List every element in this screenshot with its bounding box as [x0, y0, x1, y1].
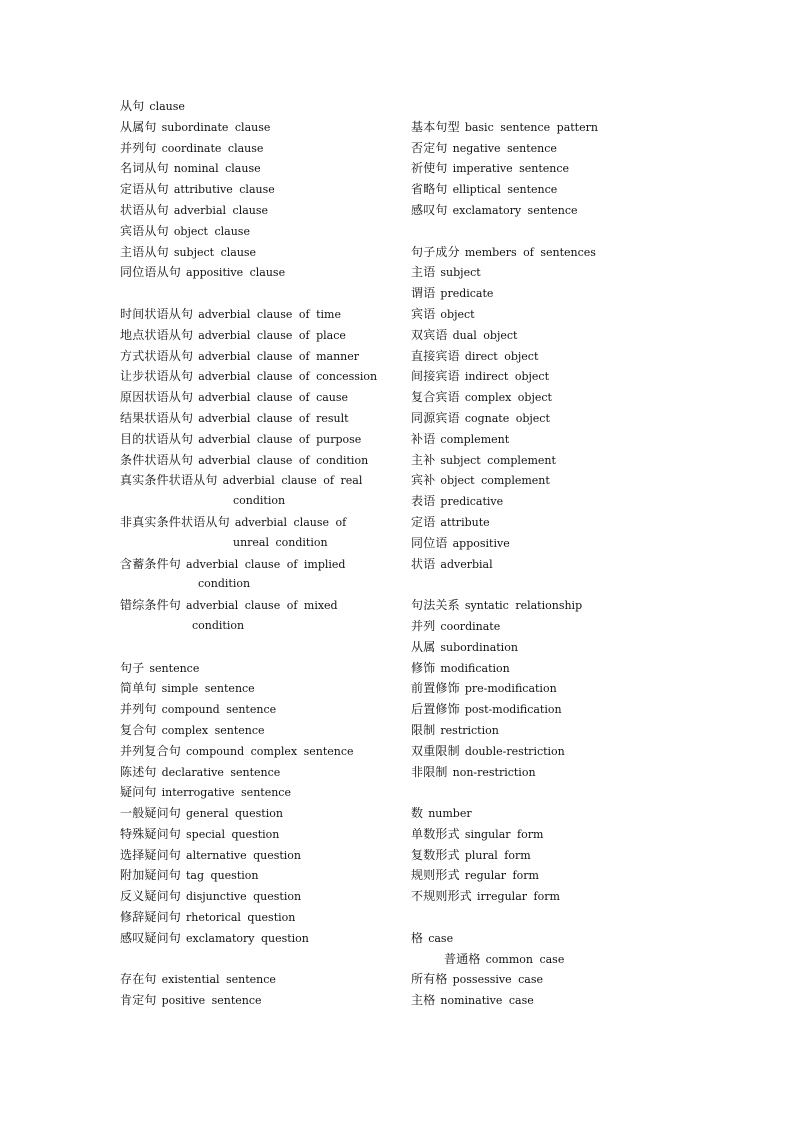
term-english: general question: [186, 807, 283, 821]
term-english: subordinate clause: [161, 120, 271, 134]
term-chinese: 一般疑问句: [120, 806, 182, 821]
term-row: [411, 803, 671, 824]
term-row: [411, 616, 671, 637]
term-row: [120, 200, 390, 221]
term-row: [411, 762, 671, 783]
term-row: [411, 158, 671, 179]
term-english: subject complement: [440, 453, 556, 467]
term-english: complex object: [464, 391, 552, 405]
term-chinese: 名词从句: [120, 161, 169, 176]
term-chinese: 时间状语从句: [120, 306, 194, 321]
term-english: complement: [440, 432, 510, 446]
term-english: imperative sentence: [452, 162, 570, 176]
term-chinese: 条件状语从句: [120, 452, 194, 467]
term-english: simple sentence: [161, 682, 255, 696]
term-english: irregular form: [477, 890, 560, 904]
term-chinese: 感叹句: [411, 202, 448, 217]
term-continuation: [120, 533, 390, 554]
term-english: members of sentences: [464, 245, 596, 259]
term-chinese: 同位语: [411, 535, 448, 550]
term-chinese: 修饰: [411, 660, 436, 675]
term-row: [120, 658, 390, 679]
term-english: complex sentence: [161, 723, 265, 737]
term-row: [120, 242, 390, 263]
term-chinese: 感叹疑问句: [120, 930, 182, 945]
term-english: disjunctive question: [186, 890, 302, 904]
term-english: coordinate clause: [161, 141, 264, 155]
term-english: basic sentence pattern: [464, 120, 598, 134]
term-row: [411, 595, 671, 616]
term-english: singular form: [464, 827, 544, 841]
term-chinese: 陈述句: [120, 764, 157, 779]
term-row: [120, 886, 390, 907]
term-continuation: [120, 491, 390, 512]
term-english: nominal clause: [173, 162, 261, 176]
term-row: [411, 138, 671, 159]
term-row: [411, 928, 671, 949]
term-english: predicate: [440, 287, 494, 301]
term-english: exclamatory sentence: [452, 203, 578, 217]
term-english: dual object: [452, 328, 518, 342]
term-chinese: 补语: [411, 431, 436, 446]
term-english: rhetorical question: [186, 911, 296, 925]
term-english: attribute: [440, 515, 490, 529]
term-english: possessive case: [452, 973, 543, 987]
term-english: adverbial clause of cause: [198, 391, 349, 405]
term-row: [120, 346, 390, 367]
term-chinese: 结果状语从句: [120, 410, 194, 425]
term-english: case: [428, 931, 454, 945]
term-chinese: 主语: [411, 265, 436, 280]
term-english: clause: [149, 100, 185, 113]
term-row: [120, 865, 390, 886]
term-chinese: 地点状语从句: [120, 327, 194, 342]
term-row: [120, 928, 390, 949]
term-row: [411, 658, 671, 679]
term-row: [411, 845, 671, 866]
term-row: [120, 699, 390, 720]
term-row: [411, 637, 671, 658]
term-english: attributive clause: [173, 183, 275, 197]
term-english: subordination: [440, 640, 518, 654]
term-english: object: [440, 307, 475, 321]
term-chinese: 肯定句: [120, 993, 157, 1008]
term-row: [120, 325, 390, 346]
term-english: plural form: [464, 848, 531, 862]
term-english: condition: [192, 618, 245, 632]
term-row: [120, 512, 390, 533]
term-chinese: 疑问句: [120, 785, 157, 800]
term-english: predicative: [440, 495, 504, 509]
term-english: non-restriction: [452, 765, 536, 779]
term-english: exclamatory question: [186, 931, 309, 945]
term-chinese: 从句: [120, 99, 145, 113]
term-english: adverbial: [440, 557, 493, 571]
blank-row: [411, 221, 671, 242]
term-row: [120, 845, 390, 866]
term-row: [120, 408, 390, 429]
term-chinese: 特殊疑问句: [120, 826, 182, 841]
term-english: tag question: [186, 869, 259, 883]
term-chinese: 真实条件状语从句: [120, 473, 218, 488]
term-chinese: 双重限制: [411, 743, 460, 758]
term-chinese: 原因状语从句: [120, 390, 194, 405]
term-row: [120, 304, 390, 325]
term-english: number: [428, 807, 472, 821]
term-chinese: 否定句: [411, 140, 448, 155]
term-chinese: 主格: [411, 993, 436, 1008]
term-row: [120, 429, 390, 450]
term-row: [120, 803, 390, 824]
term-english: restriction: [440, 723, 499, 737]
term-english: appositive: [452, 536, 510, 550]
term-row: [411, 179, 671, 200]
term-chinese: 句子: [120, 660, 145, 675]
term-english: adverbial clause of: [234, 515, 347, 529]
term-english: special question: [186, 827, 280, 841]
term-chinese: 限制: [411, 722, 436, 737]
term-row: [411, 554, 671, 575]
term-english: compound complex sentence: [186, 744, 354, 758]
right-column: [411, 96, 671, 1011]
term-row: [120, 96, 390, 117]
term-chinese: 非真实条件状语从句: [120, 514, 230, 529]
term-chinese: 让步状语从句: [120, 369, 194, 384]
term-english: pre-modification: [464, 682, 557, 696]
term-row: [411, 346, 671, 367]
term-english: post-modification: [464, 703, 562, 717]
term-chinese: 句法关系: [411, 598, 460, 613]
term-chinese: 表语: [411, 494, 436, 509]
blank-row: [120, 949, 390, 970]
term-row: [120, 262, 390, 283]
term-chinese: 数: [411, 806, 424, 821]
term-english: adverbial clause of place: [198, 328, 346, 342]
term-english: alternative question: [186, 848, 302, 862]
term-row: [120, 387, 390, 408]
term-chinese: 方式状语从句: [120, 348, 194, 363]
term-chinese: 谓语: [411, 286, 436, 301]
term-continuation: [120, 616, 390, 637]
term-row: [411, 491, 671, 512]
blank-row: [120, 283, 390, 304]
term-row: [411, 387, 671, 408]
term-chinese: 含蓄条件句: [120, 556, 182, 571]
term-english: adverbial clause of manner: [198, 349, 360, 363]
term-english: regular form: [464, 869, 539, 883]
term-row: [120, 969, 390, 990]
term-chinese: 存在句: [120, 972, 157, 987]
term-row: [411, 470, 671, 491]
term-row: [120, 221, 390, 242]
term-english: unreal condition: [233, 535, 328, 549]
term-chinese: 宾语: [411, 306, 436, 321]
term-row: [411, 741, 671, 762]
term-chinese: 并列句: [120, 140, 157, 155]
term-continuation: [120, 574, 390, 595]
term-chinese: 不规则形式: [411, 889, 473, 904]
term-chinese: 主补: [411, 452, 436, 467]
term-english: subject clause: [173, 245, 257, 259]
term-chinese: 单数形式: [411, 826, 460, 841]
term-chinese: 并列: [411, 618, 436, 633]
term-chinese: 后置修饰: [411, 702, 460, 717]
term-row: [120, 762, 390, 783]
term-english: coordinate: [440, 619, 501, 633]
term-chinese: 普通格: [444, 951, 481, 966]
term-row: [411, 242, 671, 263]
term-row: [120, 595, 390, 616]
term-english: adverbial clause of time: [198, 307, 341, 321]
term-english: subject: [440, 266, 481, 280]
term-chinese: 状语从句: [120, 202, 169, 217]
term-english: syntatic relationship: [464, 599, 583, 613]
term-english: common case: [485, 952, 565, 966]
term-english: existential sentence: [161, 973, 276, 987]
term-chinese: 直接宾语: [411, 348, 460, 363]
term-english: interrogative sentence: [161, 786, 291, 800]
term-chinese: 定语: [411, 514, 436, 529]
term-chinese: 宾补: [411, 473, 436, 488]
term-english: adverbial clause of purpose: [198, 432, 362, 446]
term-english: adverbial clause of implied: [186, 557, 346, 571]
term-english: adverbial clause of concession: [198, 370, 378, 384]
term-row: [120, 179, 390, 200]
term-row: [411, 200, 671, 221]
term-row: [120, 990, 390, 1011]
term-english: adverbial clause of mixed: [186, 599, 338, 613]
term-chinese: 目的状语从句: [120, 431, 194, 446]
term-chinese: 前置修饰: [411, 681, 460, 696]
term-chinese: 祈使句: [411, 161, 448, 176]
term-chinese: 复合宾语: [411, 390, 460, 405]
term-row: [411, 408, 671, 429]
term-chinese: 并列句: [120, 702, 157, 717]
blank-row: [411, 907, 671, 928]
term-row: [120, 678, 390, 699]
term-row: [411, 283, 671, 304]
blank-row: [411, 574, 671, 595]
term-chinese: 从属: [411, 639, 436, 654]
term-chinese: 简单句: [120, 681, 157, 696]
term-row: [120, 554, 390, 575]
term-row: [120, 741, 390, 762]
term-row: [120, 782, 390, 803]
term-english: modification: [440, 661, 510, 675]
left-column: [120, 96, 390, 1011]
term-english: object clause: [173, 224, 250, 238]
term-row: [120, 907, 390, 928]
term-row: [411, 325, 671, 346]
term-row: [411, 304, 671, 325]
term-row: [120, 366, 390, 387]
term-row: [411, 699, 671, 720]
term-english: positive sentence: [161, 994, 262, 1008]
term-row: [411, 824, 671, 845]
term-row: [120, 720, 390, 741]
term-chinese: 选择疑问句: [120, 847, 182, 862]
term-row: [411, 886, 671, 907]
term-english: appositive clause: [186, 266, 286, 280]
term-row: [411, 512, 671, 533]
term-chinese: 间接宾语: [411, 369, 460, 384]
term-english: compound sentence: [161, 703, 277, 717]
term-english: declarative sentence: [161, 765, 281, 779]
term-english: sentence: [149, 661, 200, 675]
term-chinese: 所有格: [411, 972, 448, 987]
term-chinese: 规则形式: [411, 868, 460, 883]
term-row: [120, 158, 390, 179]
term-chinese: 双宾语: [411, 327, 448, 342]
term-chinese: 反义疑问句: [120, 889, 182, 904]
term-chinese: 同位语从句: [120, 265, 182, 280]
term-chinese: 并列复合句: [120, 743, 182, 758]
term-chinese: 基本句型: [411, 119, 460, 134]
term-chinese: 状语: [411, 556, 436, 571]
term-chinese: 附加疑问句: [120, 868, 182, 883]
term-chinese: 格: [411, 930, 424, 945]
term-row: [120, 117, 390, 138]
term-english: indirect object: [464, 370, 549, 384]
term-chinese: 同源宾语: [411, 410, 460, 425]
term-chinese: 复数形式: [411, 847, 460, 862]
term-english: adverbial clause of condition: [198, 453, 369, 467]
blank-row: [120, 637, 390, 658]
term-english: direct object: [464, 349, 539, 363]
term-english: condition: [198, 577, 251, 591]
term-row: [411, 865, 671, 886]
term-chinese: 定语从句: [120, 182, 169, 197]
term-row: [411, 949, 671, 970]
term-row: [411, 429, 671, 450]
term-english: negative sentence: [452, 141, 557, 155]
term-row: [411, 366, 671, 387]
term-chinese: 从属句: [120, 119, 157, 134]
term-english: nominative case: [440, 994, 534, 1008]
term-english: condition: [233, 494, 286, 508]
term-chinese: 句子成分: [411, 244, 460, 259]
term-english: elliptical sentence: [452, 183, 558, 197]
term-row: [411, 262, 671, 283]
term-english: adverbial clause: [173, 203, 269, 217]
term-row: [120, 138, 390, 159]
term-row: [411, 990, 671, 1011]
term-english: double-restriction: [464, 744, 565, 758]
term-chinese: 复合句: [120, 722, 157, 737]
term-row: [411, 117, 671, 138]
term-english: adverbial clause of real: [222, 474, 363, 488]
term-english: object complement: [440, 474, 550, 488]
term-row: [411, 969, 671, 990]
term-chinese: 宾语从句: [120, 223, 169, 238]
blank-row: [411, 782, 671, 803]
term-chinese: 省略句: [411, 182, 448, 197]
term-row: [411, 450, 671, 471]
term-chinese: 非限制: [411, 764, 448, 779]
term-chinese: 修辞疑问句: [120, 910, 182, 925]
term-english: adverbial clause of result: [198, 411, 349, 425]
term-row: [120, 450, 390, 471]
term-row: [120, 824, 390, 845]
term-chinese: 错综条件句: [120, 598, 182, 613]
term-row: [411, 678, 671, 699]
blank-row: [411, 96, 671, 117]
term-row: [120, 470, 390, 491]
term-chinese: 主语从句: [120, 244, 169, 259]
term-row: [411, 533, 671, 554]
term-row: [411, 720, 671, 741]
term-english: cognate object: [464, 411, 550, 425]
